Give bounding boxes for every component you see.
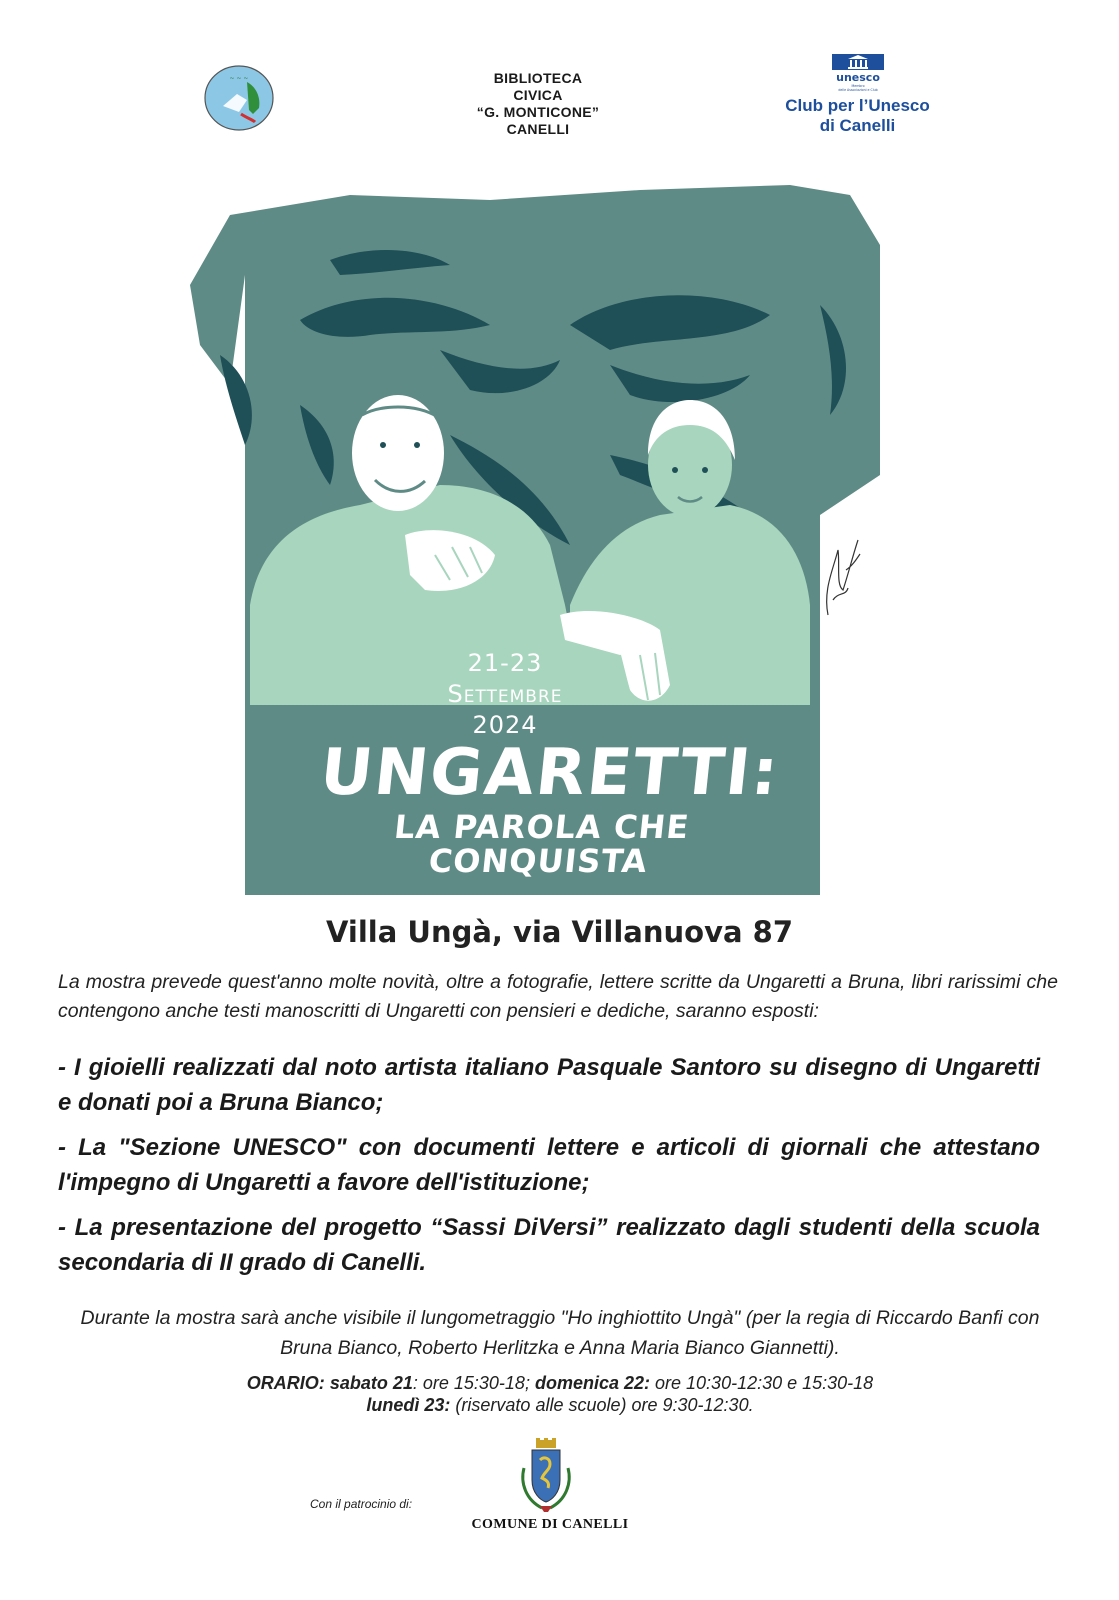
list-item: - La presentazione del progetto “Sassi DiVersi” realizzato dagli studenti della scuola secondaria di II grado di Canelli. <box>58 1214 1040 1276</box>
exhibit-list <box>58 1050 1040 1290</box>
artist-signature-icon <box>818 530 868 620</box>
hours-value: ore 10:30-12:30 e 15:30-18 <box>650 1373 874 1393</box>
club-name <box>770 96 945 136</box>
film-paragraph: Durante la mostra sarà anche visibile il lungometraggio "Ho inghiottito Ungà" (per la regia di Riccardo Banfi con Bruna Bianco, Roberto Herlitzka e Anna Maria Bianco Giannetti). <box>80 1307 1040 1359</box>
exhibition-title: UNGARETTI: <box>316 736 784 810</box>
biblioteca-name <box>468 70 608 138</box>
unesco-temple-logo-icon <box>830 54 886 94</box>
header <box>0 50 1119 160</box>
hours-value: (riservato alle scuole) ore 9:30-12:30. <box>450 1395 754 1415</box>
list-item: - I gioielli realizzati dal noto artista italiano Pasquale Santoro su disegno di Ungaretti e donati poi a Bruna Bianco; <box>58 1054 1040 1116</box>
list-item: - La "Sezione UNESCO" con documenti lettere e articoli di giornali che attestano l'impegno di Ungaretti a favore dell'istituzione; <box>58 1134 1040 1196</box>
unesco-word: unesco <box>835 71 880 84</box>
club-line: Club per l’Unesco <box>785 96 930 115</box>
hours-day: lunedì 23: <box>366 1395 451 1415</box>
hours-day: sabato 21 <box>329 1373 413 1393</box>
patronage-label: Con il patrocinio di: <box>310 1497 413 1511</box>
canelli-coat-of-arms-icon <box>512 1438 580 1516</box>
hours-day: domenica 22: <box>534 1373 651 1393</box>
event-dates <box>410 648 600 741</box>
comune-name: COMUNE DI CANELLI <box>471 1517 629 1532</box>
svg-text:Membro: Membro <box>850 84 865 88</box>
intro-paragraph: La mostra prevede quest'anno molte novità, oltre a fotografie, lettere scritte da Ungaretti a Bruna, libri rarissimi che contengono anche testi manoscritti di Ungaretti con pensieri e dediche, saranno esposti: <box>58 971 1058 1022</box>
biblioteca-line: CANELLI <box>506 121 570 137</box>
exhibition-subtitle <box>326 810 753 878</box>
event-date-line: Settembre <box>447 680 563 708</box>
biblioteca-line: “G. MONTICONE” <box>476 104 600 120</box>
biblioteca-line: CIVICA <box>513 87 563 103</box>
hours-line <box>130 1372 990 1394</box>
unesco-club-logo <box>770 54 945 136</box>
association-globe-logo-icon <box>203 64 275 132</box>
svg-text:delle Associazioni e Club: delle Associazioni e Club <box>837 88 878 92</box>
svg-text:~ ~ ~: ~ ~ ~ <box>229 75 249 82</box>
hours-value: : ore 15:30-18; <box>412 1373 530 1393</box>
hours-line <box>130 1394 990 1416</box>
venue-address: Villa Ungà, via Villanuova 87 <box>325 915 794 949</box>
subtitle-line: LA PAROLA CHE <box>392 808 692 846</box>
biblioteca-line: BIBLIOTECA <box>493 70 583 86</box>
hours-label: ORARIO: <box>246 1373 325 1393</box>
opening-hours <box>130 1372 990 1416</box>
club-line: di Canelli <box>819 116 896 135</box>
subtitle-line: CONQUISTA <box>426 842 650 880</box>
event-date-line: 21-23 <box>467 649 543 677</box>
event-date-line: 2024 <box>472 711 538 739</box>
